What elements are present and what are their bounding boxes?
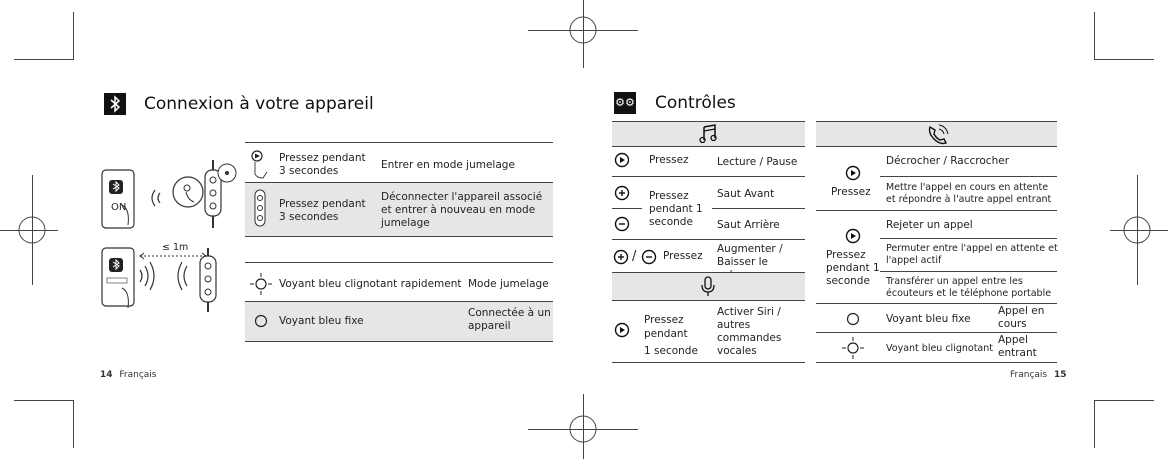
minus-button-icon (614, 216, 630, 232)
call-function-3: Rejeter un appel (886, 219, 973, 231)
distance-label: ≤ 1m (162, 242, 189, 253)
microphone-icon (701, 276, 715, 298)
page-language: Français (119, 370, 157, 380)
pairing-result-2: Déconnecter l'appareil associé et entrer à nouveau en mode jumelage (381, 191, 543, 229)
voice-function: Activer Siri / autres commandes vocales (717, 306, 782, 357)
call-function-5: Transférer un appel entre les écouteurs et le téléphone portable (886, 276, 1052, 299)
solid-led-icon (254, 314, 268, 328)
gears-icon: ⚙⚙ (614, 92, 636, 114)
music-action-4: Pressez (663, 250, 703, 262)
plus-button-icon (614, 185, 630, 201)
phone-call-icon (927, 124, 949, 144)
voice-action-line2: pendant (644, 328, 688, 340)
call-led-meaning-2: Appel entrant (998, 334, 1037, 359)
call-function-2: Mettre l'appel en cours en attente et répondre à l'autre appel entrant (886, 182, 1052, 205)
phone-label: ON (111, 202, 127, 213)
page-footer-left (100, 370, 157, 380)
call-led-meaning-1: Appel en cours (998, 305, 1045, 330)
blinking-led-icon (842, 337, 864, 359)
solid-led-icon (846, 312, 860, 326)
music-action-2: Pressez pendant 1 seconde (649, 190, 703, 228)
music-note-icon (700, 124, 718, 144)
music-function-3: Saut Arrière (717, 219, 780, 231)
page-footer-right (1010, 370, 1067, 380)
call-led-status-2: Voyant bleu clignotant (886, 343, 993, 354)
voice-action-line3: 1 seconde (644, 345, 698, 357)
play-button-icon (845, 228, 861, 244)
music-function-4: Augmenter / Baisser le (717, 243, 783, 268)
play-button-icon (845, 165, 861, 181)
pairing-action-2: Pressez pendant 3 secondes (279, 198, 366, 223)
led-status-1: Voyant bleu clignotant rapidement (279, 278, 462, 290)
led-status-2: Voyant bleu fixe (279, 315, 364, 327)
call-function-4: Permuter entre l'appel en attente et l'appel actif (886, 243, 1058, 266)
page-title: Connexion à votre appareil (144, 94, 374, 114)
voice-action-line1: Pressez (644, 314, 684, 326)
music-action-1: Pressez (649, 154, 689, 166)
play-button-icon (614, 152, 630, 168)
led-meaning-1: Mode jumelage (468, 278, 549, 290)
call-led-status-1: Voyant bleu fixe (886, 313, 971, 325)
play-button-icon (614, 322, 630, 338)
page-number: 15 (1053, 370, 1067, 380)
volume-separator: / (632, 249, 637, 264)
bluetooth-icon (104, 93, 126, 115)
blinking-led-icon (250, 273, 272, 295)
pairing-result-1: Entrer en mode jumelage (381, 159, 515, 171)
led-meaning-2: Connectée à un appareil (468, 307, 551, 332)
pairing-action-1: Pressez pendant 3 secondes (279, 152, 366, 177)
remote-buttons-icon (250, 188, 272, 230)
page-number: 14 (100, 370, 113, 380)
music-function-2: Saut Avant (717, 188, 775, 200)
call-action-2: Pressez pendant 1 seconde (826, 249, 880, 287)
music-function-1: Lecture / Pause (717, 156, 798, 168)
call-function-1: Décrocher / Raccrocher (886, 155, 1010, 167)
press-button-icon (249, 150, 271, 180)
page-language: Français (1010, 370, 1048, 380)
page-title: Contrôles (655, 93, 736, 113)
call-action-1: Pressez (831, 186, 871, 198)
